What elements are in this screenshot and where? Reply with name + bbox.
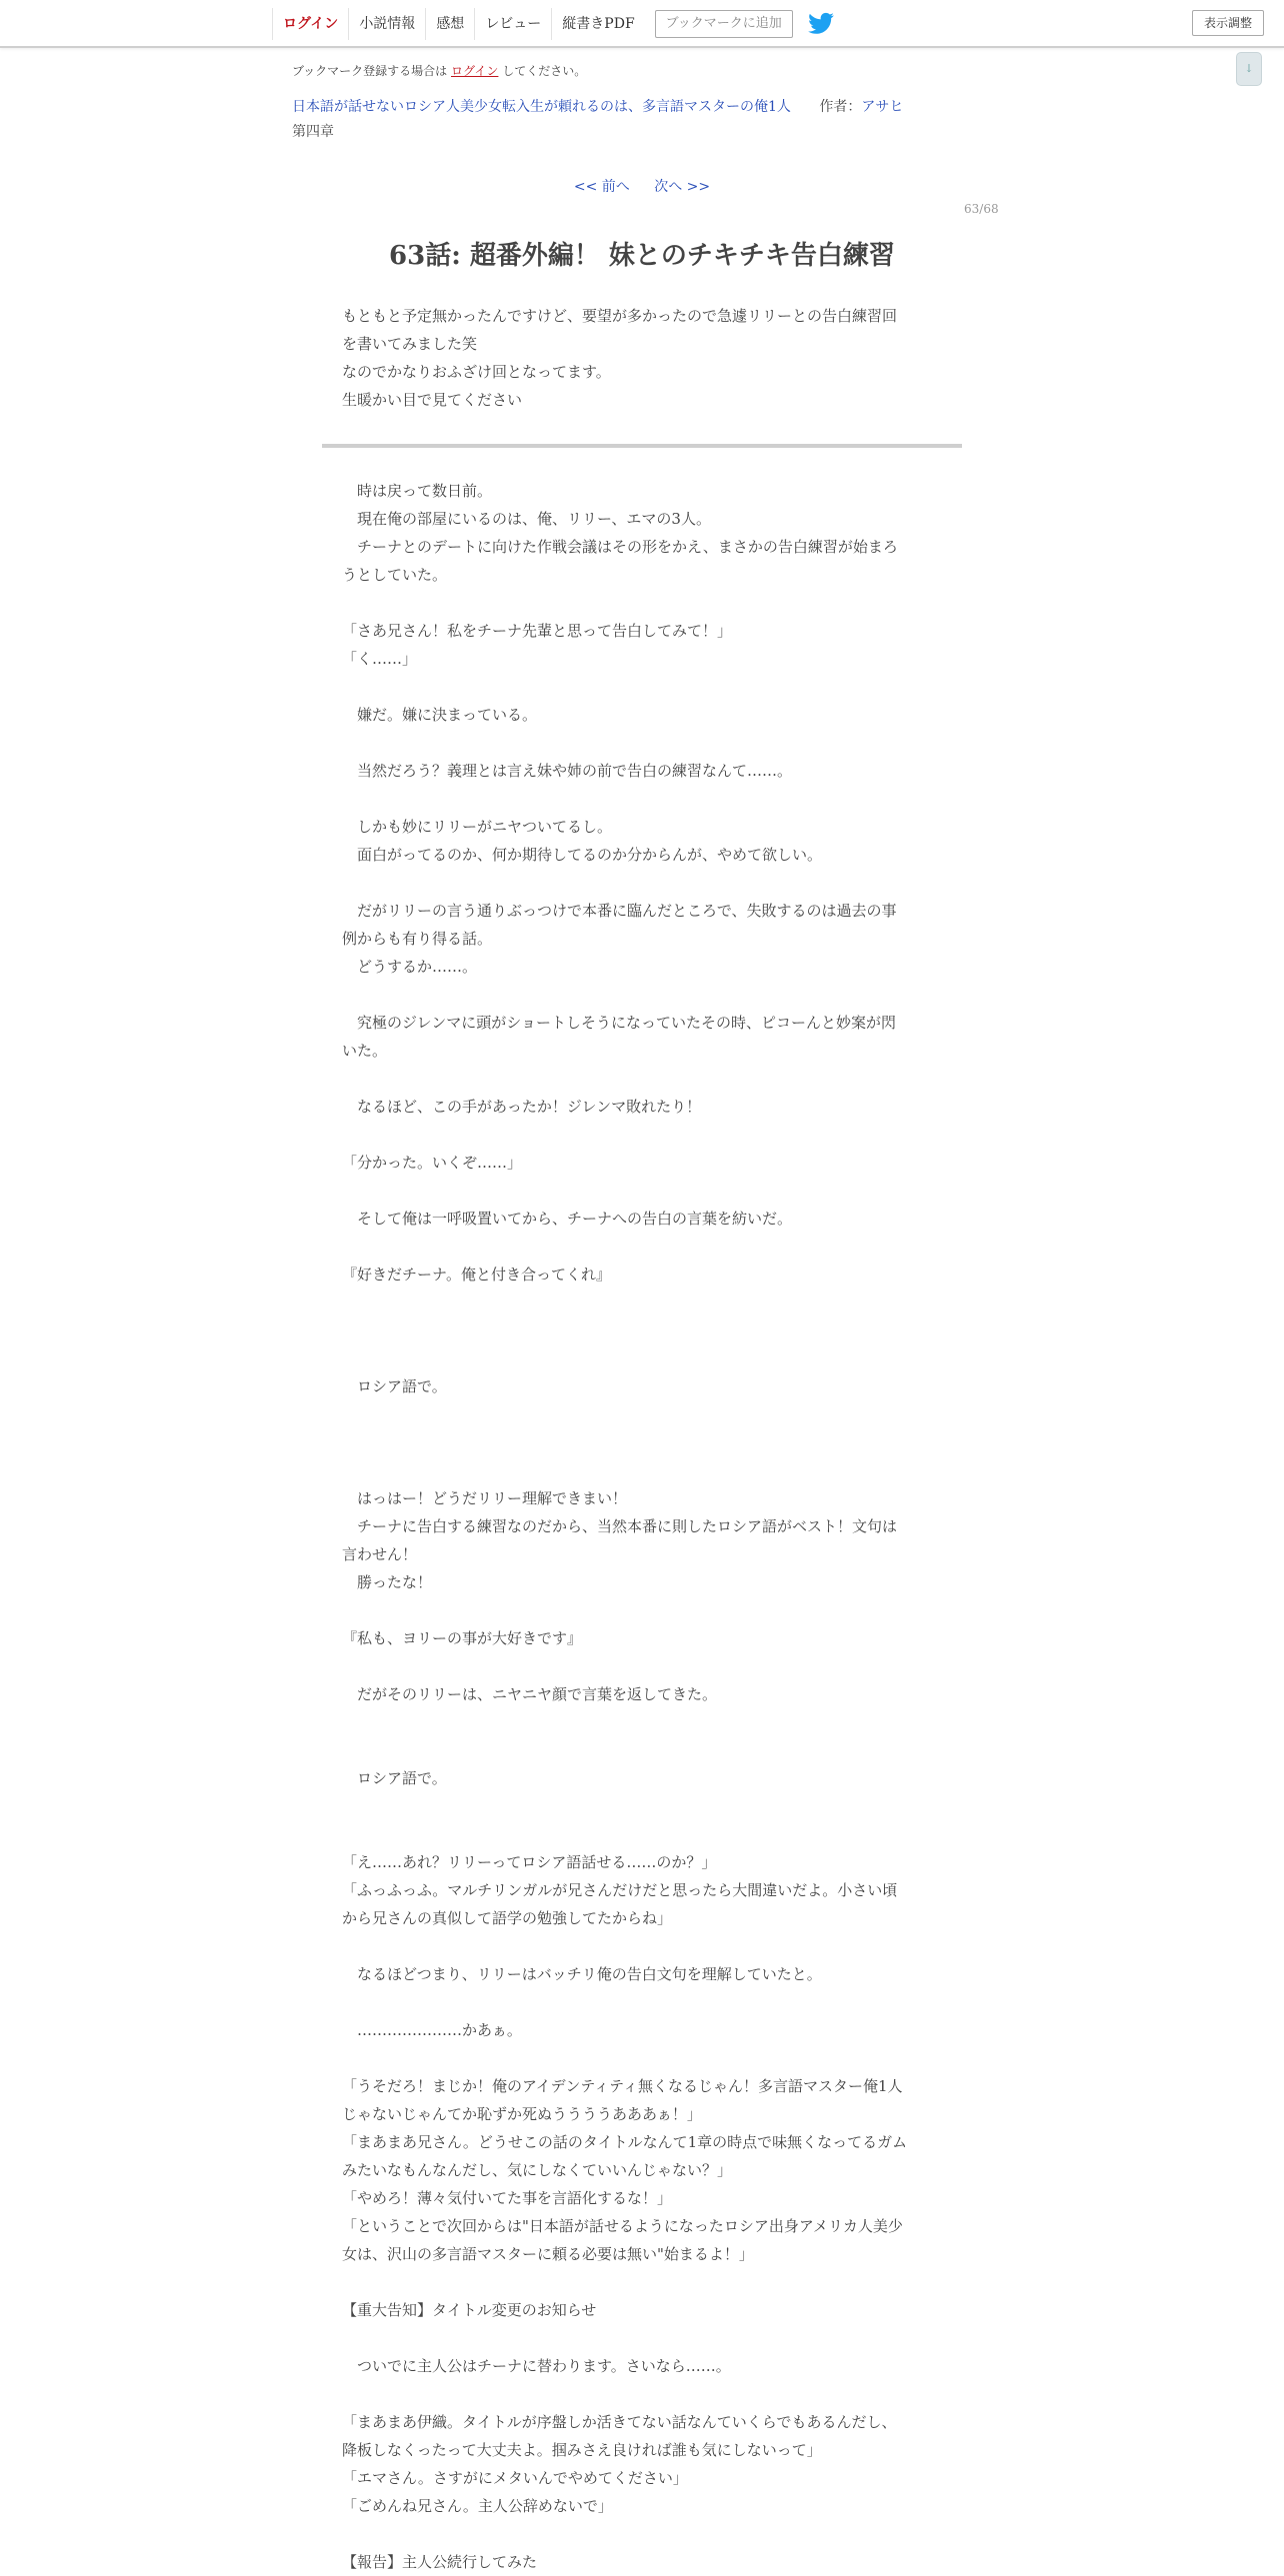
body-line: うとしていた。 (342, 566, 448, 584)
body-line: 「ふっふっふ。マルチリンガルが兄さんだけだと思ったら大間違いだよ。小さい頃 (342, 1881, 898, 1899)
body-line: 【報告】主人公続行してみた (342, 2553, 538, 2571)
nav-login-link[interactable]: ログイン (272, 8, 348, 40)
body-line: 「まあまあ兄さん。どうせこの話のタイトルなんて1章の時点で味無くなってるガム (342, 2133, 908, 2151)
body-line: チーナに告白する練習なのだから、当然本番に則したロシア語がベスト！文句は (342, 1517, 898, 1535)
body-line (342, 1121, 942, 1149)
body-line: はっはー！どうだリリー理解できまい！ (342, 1489, 628, 1507)
body-line: 例からも有り得る話。 (342, 930, 493, 948)
episode-preface (342, 302, 942, 414)
body-line: 「まあまあ伊織。タイトルが序盤しか活きてない話なんていくらでもあるんだし、 (342, 2413, 897, 2431)
body-line (342, 1428, 942, 1456)
body-line (342, 2268, 942, 2296)
body-line: 「エマさん。さすがにメタいんでやめてください」 (342, 2469, 688, 2487)
preface-line: もともと予定無かったんですけど、要望が多かったので急遽リリーとの告白練習回 (342, 307, 898, 325)
body-line: 【重大告知】タイトル変更のお知らせ (342, 2301, 597, 2319)
body-line: みたいなもんなんだし、気にしなくていいんじゃない？」 (342, 2161, 733, 2179)
bookmark-note-prefix: ブックマーク登録する場合は (292, 64, 448, 78)
body-line: 嫌だ。嫌に決まっている。 (342, 706, 538, 724)
author-link[interactable]: アサヒ (861, 99, 904, 115)
nav-vertical-pdf-link[interactable]: 縦書きPDF (551, 8, 644, 40)
author-label: 作者： (819, 99, 862, 115)
body-line: だがリリーの言う通りぶっつけで本番に臨んだところで、失敗するのは過去の事 (342, 902, 897, 920)
body-line (342, 1792, 942, 1820)
body-line: 「分かった。いくぞ……」 (342, 1154, 523, 1172)
body-line: 言わせん！ (342, 1545, 418, 1563)
body-line: 当然だろう？義理とは言え妹や姉の前で告白の練習なんて……。 (342, 762, 793, 780)
body-line: 「さあ兄さん！私をチーナ先輩と思って告白してみて！」 (342, 622, 733, 640)
preface-line: なのでかなりおふざけ回となってます。 (342, 363, 611, 381)
body-line: 「うそだろ！まじか！俺のアイデンティティ無くなるじゃん！多言語マスター俺1人 (342, 2077, 903, 2095)
body-line (342, 1288, 942, 1316)
body-line (342, 2044, 942, 2072)
body-line: チーナとのデートに向けた作戦会議はその形をかえ、まさかの告白練習が始まろ (342, 538, 898, 556)
body-line: 勝ったな！ (342, 1573, 433, 1591)
body-line (342, 1233, 942, 1261)
page-count: 63/68 (964, 202, 999, 216)
nav-novel-info-link[interactable]: 小説情報 (348, 8, 425, 40)
body-line: しかも妙にリリーがニヤついてるし。 (342, 818, 613, 836)
series-info (292, 96, 903, 116)
body-line (342, 2380, 942, 2408)
body-line (342, 1316, 942, 1344)
body-line: なるほど、この手があったか！ジレンマ敗れたり！ (342, 1098, 702, 1116)
body-line: 「ということで次回からは"日本語が話せるようになったロシア出身アメリカ人美少 (342, 2217, 903, 2235)
nav-impressions-link[interactable]: 感想 (425, 8, 474, 40)
body-line: ついでに主人公はチーナに替わります。さいなら……。 (342, 2357, 731, 2375)
body-line: 『好きだチーナ。俺と付き合ってくれ』 (342, 1266, 611, 1284)
body-line (342, 981, 942, 1009)
episode-pager (0, 176, 1284, 196)
body-line: 「ごめんね兄さん。主人公辞めないで」 (342, 2497, 613, 2515)
body-line: …………………かあぁ。 (342, 2021, 522, 2039)
body-line (342, 1708, 942, 1736)
top-navigation-bar (0, 0, 1284, 48)
add-bookmark-button[interactable]: ブックマークに追加 (655, 10, 793, 38)
body-line (342, 673, 942, 701)
preface-line: を書いてみました笑 (342, 335, 478, 353)
body-line: から兄さんの真似して語学の勉強してたからね」 (342, 1909, 673, 1927)
body-line (342, 785, 942, 813)
body-line: 「く……」 (342, 650, 418, 668)
nav-menu (272, 8, 835, 40)
body-line: いた。 (342, 1042, 388, 1060)
prev-episode-link[interactable]: << 前へ (573, 179, 630, 195)
preface-line: 生暖かい目で見てください (342, 391, 523, 409)
series-title-link[interactable]: 日本語が話せないロシア人美少女転入生が頼れるのは、多言語マスターの俺1人 (292, 99, 791, 115)
body-line (342, 1344, 942, 1372)
body-line (342, 589, 942, 617)
body-line (342, 1736, 942, 1764)
bookmark-note-suffix: してください。 (502, 64, 587, 78)
body-line: そして俺は一呼吸置いてから、チーナへの告白の言葉を紡いだ。 (342, 1210, 793, 1228)
body-line: どうするか……。 (342, 958, 478, 976)
body-line: なるほどつまり、リリーはバッチリ俺の告白文句を理解していたと。 (342, 1965, 822, 1983)
body-line (342, 1932, 942, 1960)
body-line (342, 869, 942, 897)
body-line: 女は、沢山の多言語マスターに頼る必要は無い"始まるよ！」 (342, 2245, 754, 2263)
body-line (342, 729, 942, 757)
body-line: 降板しなくったって大丈夫よ。掴みさえ良ければ誰も気にしないって」 (342, 2441, 822, 2459)
bookmark-note-login-link[interactable]: ログイン (451, 64, 499, 78)
body-line: ロシア語で。 (342, 1769, 447, 1787)
preface-divider (322, 444, 962, 448)
body-line (342, 1596, 942, 1624)
body-line: 『私も、ヨリーの事が大好きです』 (342, 1629, 583, 1647)
chapter-label: 第四章 (292, 124, 334, 140)
body-line: 面白がってるのか、何か期待してるのか分からんが、やめて欲しい。 (342, 846, 823, 864)
body-line: だがそのリリーは、ニヤニヤ顔で言葉を返してきた。 (342, 1685, 718, 1703)
body-line: 時は戻って数日前。 (342, 482, 493, 500)
body-line (342, 1177, 942, 1205)
body-line (342, 1988, 942, 2016)
scroll-down-button[interactable]: ↓ (1236, 52, 1262, 86)
episode-body (342, 477, 942, 2576)
body-line (342, 2324, 942, 2352)
display-settings-button[interactable]: 表示調整 (1192, 10, 1264, 36)
next-episode-link[interactable]: 次へ >> (654, 179, 711, 195)
body-line: ロシア語で。 (342, 1377, 447, 1395)
nav-review-link[interactable]: レビュー (474, 8, 551, 40)
body-line: 現在俺の部屋にいるのは、俺、リリー、エマの3人。 (342, 510, 711, 528)
body-line: 「え……あれ？リリーってロシア語話せる……のか？」 (342, 1853, 717, 1871)
body-line: じゃないじゃんてか恥ずか死ぬううううあああぁ！」 (342, 2105, 702, 2123)
twitter-icon[interactable] (807, 10, 835, 38)
episode-title: 63話: 超番外編！ 妹とのチキチキ告白練習 (389, 241, 895, 271)
bookmark-login-note (292, 62, 586, 79)
body-line (342, 2520, 942, 2548)
body-line (342, 1652, 942, 1680)
body-line (342, 1456, 942, 1484)
body-line: 「やめろ！薄々気付いてた事を言語化するな！」 (342, 2189, 673, 2207)
body-line (342, 1065, 942, 1093)
body-line (342, 1820, 942, 1848)
body-line (342, 1400, 942, 1428)
body-line: 究極のジレンマに頭がショートしそうになっていたその時、ピコーんと妙案が閃 (342, 1014, 896, 1032)
